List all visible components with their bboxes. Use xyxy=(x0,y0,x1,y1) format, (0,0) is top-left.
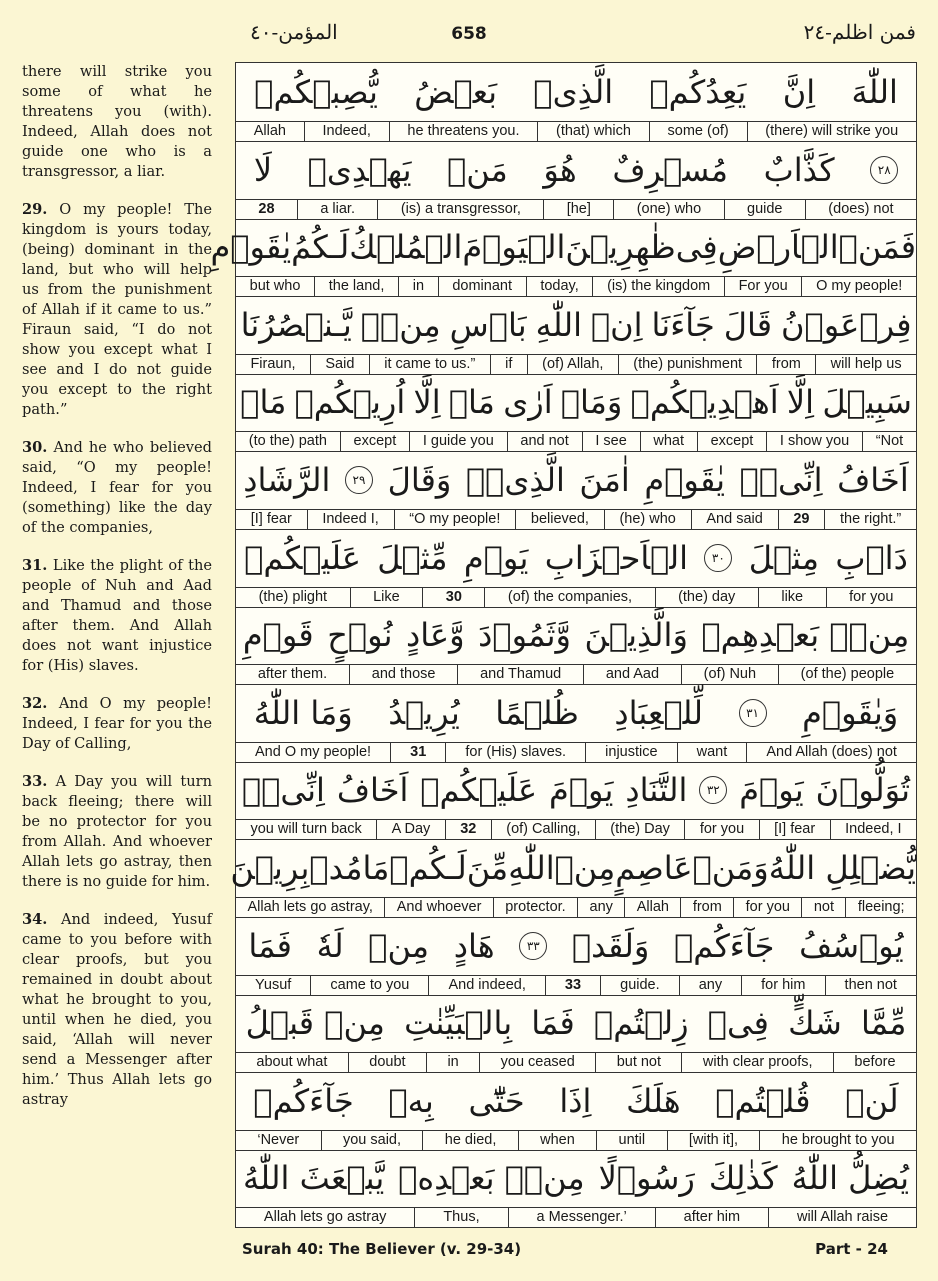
gloss-cell: if xyxy=(490,355,527,374)
arabic-word: مَاۤ xyxy=(448,383,495,422)
english-gloss-row xyxy=(236,354,916,374)
verse-number: 31. xyxy=(22,557,48,574)
gloss-cell: And Allah (does) not xyxy=(746,743,916,762)
arabic-word: اَهۡدِيۡكُمۡ xyxy=(630,383,779,422)
mushaf-line xyxy=(236,1149,916,1227)
arabic-text-row xyxy=(236,994,916,1052)
arabic-word: لِّلۡعِبَادِ xyxy=(614,693,703,732)
arabic-word: حَتّٰٓى xyxy=(468,1081,525,1120)
gloss-cell: (of) the companies, xyxy=(484,588,654,607)
arabic-text-row xyxy=(236,373,916,431)
english-gloss-row xyxy=(236,199,916,219)
verse-end-marker: ٣٠ xyxy=(704,544,732,572)
verse-text: A Day you will turn back fleeing; there will be no protector for you from Allah. And whoever Allah lets go astray, then there is no guide for him. xyxy=(22,773,212,890)
verse-end-marker: ٣١ xyxy=(739,699,767,727)
gloss-cell: A Day xyxy=(376,820,445,839)
arabic-word: قَالَ xyxy=(723,305,773,344)
gloss-cell: except xyxy=(697,432,766,451)
arabic-word: سَبِيۡلَ xyxy=(822,383,912,422)
gloss-cell: (there) will strike you xyxy=(747,122,916,141)
verse-number: 30. xyxy=(22,439,48,456)
arabic-word: قُلۡتُمۡ xyxy=(715,1081,811,1120)
footer-part-number: Part - 24 xyxy=(815,1240,888,1258)
gloss-cell: (of) Allah, xyxy=(527,355,618,374)
mushaf-line xyxy=(236,994,916,1073)
mushaf-line xyxy=(236,141,916,220)
verse-number: 34. xyxy=(22,911,48,928)
arabic-word: يَوۡمَ xyxy=(739,771,804,810)
arabic-word: الۡاَحۡزَابِ xyxy=(544,538,688,577)
arabic-word: مِنۡۢ بَعۡدِهٖ xyxy=(398,1159,585,1198)
verse-number-cell: 28 xyxy=(258,200,275,217)
mushaf-line xyxy=(236,529,916,608)
english-gloss-row xyxy=(236,431,916,451)
arabic-text-row xyxy=(236,761,916,819)
gloss-cell: with clear proofs, xyxy=(681,1053,833,1072)
gloss-cell: I guide you xyxy=(409,432,507,451)
english-gloss-row xyxy=(236,742,916,762)
arabic-word: مِنۡۢ بَعۡدِهِمۡ xyxy=(701,616,910,655)
arabic-word: يٰقَوۡمِ xyxy=(210,228,292,267)
gloss-cell: (of) Nuh xyxy=(681,665,778,684)
verse-text: there will strike you some of what he threatens you (with). Indeed, Allah does not guide one who is a transgressor, a liar. xyxy=(22,63,212,180)
gloss-cell: injustice xyxy=(585,743,676,762)
gloss-cell: not xyxy=(801,898,845,917)
gloss-cell: Thus, xyxy=(414,1208,507,1227)
arabic-word: اٰمَنَ xyxy=(579,461,630,499)
arabic-word: ظٰهِرِيۡنَ xyxy=(565,228,676,267)
arabic-word: اَرٰى xyxy=(503,383,553,422)
arabic-word: اَخَافُ xyxy=(837,461,909,499)
arabic-text-row xyxy=(236,63,916,121)
gloss-cell: protector. xyxy=(493,898,577,917)
translation-verse xyxy=(22,556,212,676)
mushaf-line xyxy=(236,761,916,840)
verse-number-cell: 33 xyxy=(545,976,600,995)
arabic-word: اِنَّ xyxy=(782,73,816,111)
gloss-cell: I show you xyxy=(766,432,862,451)
arabic-word: بَاۡسِ xyxy=(449,305,527,344)
arabic-word: مَا xyxy=(362,849,390,887)
arabic-word: زِلۡتُمۡ xyxy=(594,1004,689,1043)
gloss-cell: some (of) xyxy=(649,122,747,141)
mushaf-line xyxy=(236,63,916,142)
arabic-word: بِهٖ xyxy=(388,1081,434,1120)
footer-surah-info: Surah 40: The Believer (v. 29-34) xyxy=(242,1240,522,1258)
english-gloss-row xyxy=(236,1207,916,1227)
arabic-word: الرَّشَادِ xyxy=(243,461,331,499)
gloss-cell: you will turn back xyxy=(250,821,362,838)
arabic-word: اِلَّا xyxy=(413,383,441,422)
arabic-text-row xyxy=(236,296,916,354)
page-footer xyxy=(0,1240,938,1264)
arabic-word: التَّنَادِ xyxy=(625,771,688,810)
gloss-cell: for (His) slaves. xyxy=(445,743,585,762)
mushaf-line xyxy=(236,296,916,375)
arabic-word: مُسۡرِفٌ xyxy=(612,150,729,189)
gloss-cell: Allah lets go astray xyxy=(263,1209,387,1226)
arabic-word: بِالۡبَيِّنٰتِ xyxy=(404,1004,513,1043)
arabic-word: دَاۡبِ xyxy=(835,538,908,577)
surah-name-arabic: المؤمن-٤٠ xyxy=(250,20,338,44)
english-gloss-row xyxy=(236,587,916,607)
arabic-word: يُرِيۡدُ xyxy=(388,693,460,732)
gloss-cell: he died, xyxy=(422,1131,517,1150)
arabic-word: فَمَا xyxy=(531,1004,575,1043)
arabic-text-row xyxy=(236,141,916,199)
arabic-word: يَوۡمِ xyxy=(463,538,529,577)
gloss-cell: Indeed, I xyxy=(830,820,916,839)
arabic-word: اِلَّا xyxy=(786,383,815,422)
arabic-word: مُدۡبِرِيۡنَ xyxy=(230,849,363,887)
arabic-word: رَسُوۡلًا xyxy=(598,1159,695,1198)
translation-verse xyxy=(22,694,212,754)
arabic-word: كَذَّابٌ xyxy=(763,150,835,189)
arabic-text-row xyxy=(236,1072,916,1130)
gloss-cell: And whoever xyxy=(384,898,492,917)
verse-number-cell: 31 xyxy=(390,743,445,762)
word-by-word-grid xyxy=(210,62,917,1228)
gloss-cell: what xyxy=(640,432,697,451)
arabic-word: يَعِدُكُمۡ xyxy=(649,73,747,111)
gloss-cell: O my people! xyxy=(801,277,916,296)
arabic-word: عَاصِمٍ xyxy=(615,849,693,887)
verse-number: 32. xyxy=(22,695,48,712)
gloss-cell: and those xyxy=(349,665,457,684)
gloss-cell: (the) punishment xyxy=(618,355,757,374)
arabic-word: فَمَنۡ xyxy=(838,228,916,267)
gloss-cell: (the) Day xyxy=(595,820,685,839)
page-number: 658 xyxy=(451,24,487,44)
gloss-cell: he brought to you xyxy=(759,1131,916,1150)
arabic-word: تُوَلُّوۡنَ xyxy=(815,771,911,810)
arabic-word: يَهۡدِىۡ xyxy=(307,150,412,189)
gloss-cell: after him xyxy=(655,1208,768,1227)
gloss-cell: fleeing; xyxy=(845,898,916,917)
verse-number: 29. xyxy=(22,201,48,218)
arabic-word: مِنۡۢ xyxy=(360,305,441,344)
juz-name-arabic: فمن اظلم-٢٤ xyxy=(803,20,916,44)
gloss-cell: [I] fear xyxy=(759,820,830,839)
gloss-cell: [he] xyxy=(543,200,613,219)
translation-verse xyxy=(22,910,212,1110)
arabic-word: اللّٰهِ xyxy=(508,849,555,887)
arabic-word: مِّنَ xyxy=(466,849,509,887)
arabic-word: ظُلۡمًا xyxy=(495,693,579,732)
arabic-text-row xyxy=(236,917,916,975)
english-gloss-row xyxy=(236,897,916,917)
arabic-text-row xyxy=(236,451,916,509)
arabic-word: يَوۡمَ xyxy=(549,771,614,810)
arabic-word: جَآءَنَا xyxy=(651,305,715,344)
english-gloss-row xyxy=(236,975,916,995)
arabic-text-row xyxy=(236,684,916,742)
arabic-word: هَلَكَ xyxy=(626,1081,681,1120)
verse-end-marker: ٣٢ xyxy=(699,776,727,804)
gloss-cell: the right.” xyxy=(824,510,916,529)
gloss-cell: believed, xyxy=(515,510,604,529)
gloss-cell: Indeed, xyxy=(304,122,389,141)
arabic-word: شَكٍّ xyxy=(788,1004,842,1043)
mushaf-line xyxy=(236,1072,916,1151)
arabic-word: جَآءَكُمۡ xyxy=(253,1081,354,1120)
english-gloss-row xyxy=(236,1052,916,1072)
arabic-word: يُوۡسُفُ xyxy=(799,926,904,965)
arabic-word: اِذَا xyxy=(559,1081,592,1120)
gloss-cell: (one) who xyxy=(613,200,723,219)
verse-text: O my people! The kingdom is yours today, (being) dominant in the land, but who will help us from the punishment of Allah if it came to us.” Firaun said, “I do not show you except what I see and I do not guide you except to the right path.” xyxy=(22,201,213,418)
gloss-cell: want xyxy=(677,743,747,762)
gloss-cell: you ceased xyxy=(479,1053,595,1072)
mushaf-line xyxy=(236,684,916,763)
gloss-cell: the land, xyxy=(314,277,398,296)
gloss-cell: like xyxy=(758,588,826,607)
mushaf-line xyxy=(236,451,916,530)
gloss-cell: Allah lets go astray, xyxy=(247,899,373,915)
arabic-word: اللّٰهِ xyxy=(535,305,582,344)
english-gloss-row xyxy=(236,819,916,839)
arabic-word: لَا xyxy=(253,150,273,189)
arabic-word: بَعۡضُ xyxy=(414,73,498,111)
gloss-cell: Allah xyxy=(253,123,286,139)
arabic-word: اَخَافُ xyxy=(336,771,409,810)
arabic-word: وَقَالَ xyxy=(387,461,452,499)
translation-verse xyxy=(22,200,212,420)
verse-number-cell: 29 xyxy=(778,510,825,529)
english-gloss-row xyxy=(236,1130,916,1150)
gloss-cell: [I] fear xyxy=(250,511,292,527)
arabic-word: اِنِّىۡۤ xyxy=(739,461,823,499)
arabic-word: مِثۡلَ xyxy=(748,538,819,577)
page-header xyxy=(0,0,938,60)
gloss-cell: then not xyxy=(825,976,916,995)
arabic-word: اُرِيۡكُمۡ xyxy=(294,383,406,422)
arabic-word: مِنۡ قَبۡلُ xyxy=(245,1004,385,1043)
gloss-cell: (that) which xyxy=(537,122,648,141)
gloss-cell: before xyxy=(833,1053,916,1072)
verse-number-cell: 30 xyxy=(422,588,484,607)
verse-end-marker: ٢٩ xyxy=(345,466,373,494)
verse-end-marker: ٢٨ xyxy=(870,156,898,184)
gloss-cell: and not xyxy=(507,432,582,451)
verse-number: 33. xyxy=(22,773,48,790)
mushaf-line xyxy=(236,917,916,996)
arabic-word: يَّـنۡصُرُنَا xyxy=(240,305,352,344)
gloss-cell: Yusuf xyxy=(255,976,292,993)
gloss-cell: I see xyxy=(582,432,640,451)
gloss-cell: for him xyxy=(741,976,824,995)
english-gloss-row xyxy=(236,664,916,684)
arabic-word: الَّذِىۡۤ xyxy=(465,461,565,499)
arabic-word: لَنۡ xyxy=(845,1081,899,1120)
gloss-cell: Allah xyxy=(624,898,680,917)
arabic-word: الۡاَرۡضِ xyxy=(717,228,839,267)
mushaf-line xyxy=(230,839,916,918)
arabic-text-row xyxy=(236,529,916,587)
gloss-cell: And said xyxy=(691,510,778,529)
gloss-cell: any xyxy=(577,898,624,917)
arabic-word: مِّمَّا xyxy=(861,1004,907,1043)
gloss-cell: except xyxy=(340,432,409,451)
gloss-cell: a Messenger.’ xyxy=(508,1208,655,1227)
arabic-word: يُّصِبۡكُمۡ xyxy=(254,73,378,111)
arabic-word: يَّبۡعَثَ اللّٰهُ xyxy=(243,1159,385,1198)
gloss-cell: And O my people! xyxy=(255,743,372,760)
arabic-word: الَّذِىۡ xyxy=(533,73,614,111)
arabic-word: لَـكُمۡ xyxy=(389,849,467,887)
arabic-word: فَمَا xyxy=(248,926,292,965)
gloss-cell: (to the) path xyxy=(248,433,327,450)
gloss-cell: (of the) people xyxy=(778,665,916,684)
gloss-cell: For you xyxy=(724,277,802,296)
gloss-cell: (is) a transgressor, xyxy=(377,200,543,219)
arabic-word: وَّثَمُوۡدَ xyxy=(478,616,571,655)
gloss-cell: Indeed I, xyxy=(307,510,394,529)
arabic-word: مَنۡ xyxy=(447,150,508,189)
arabic-text-row xyxy=(210,218,916,276)
gloss-cell: dominant xyxy=(438,277,526,296)
gloss-cell: guide. xyxy=(600,976,679,995)
gloss-cell: until xyxy=(596,1131,666,1150)
arabic-word: وَيٰقَوۡمِ xyxy=(802,693,899,732)
gloss-cell: and Thamud xyxy=(457,665,583,684)
gloss-cell: but not xyxy=(595,1053,681,1072)
mushaf-line xyxy=(236,606,916,685)
english-gloss-row xyxy=(236,276,916,296)
arabic-word: وَمَاۤ xyxy=(560,383,623,422)
arabic-word: الۡمُلۡكُ xyxy=(349,228,463,267)
gloss-cell: will help us xyxy=(815,355,916,374)
arabic-word: هَادٍ xyxy=(453,926,495,965)
gloss-cell: in xyxy=(426,1053,479,1072)
gloss-cell: about what xyxy=(256,1054,328,1071)
gloss-cell: “Not xyxy=(862,432,916,451)
arabic-word: وَمَا اللّٰهُ xyxy=(253,693,353,732)
arabic-word: مِنۡ xyxy=(368,926,429,965)
gloss-cell: after them. xyxy=(257,666,328,683)
gloss-cell: (the) day xyxy=(655,588,758,607)
gloss-cell: Firaun, xyxy=(250,355,296,372)
verse-text: And he who believed said, “O my people! Indeed, I fear for you (something) like the day of the companies, xyxy=(22,439,212,536)
gloss-cell: it came to us.” xyxy=(369,355,490,374)
arabic-word: نُوۡحٍ xyxy=(327,616,393,655)
verse-text: Like the plight of the people of Nuh and Aad and Thamud and those after them. And Allah does not want injustice for (His) slaves. xyxy=(22,557,212,674)
translation-verse xyxy=(22,438,212,538)
gloss-cell: any xyxy=(679,976,741,995)
arabic-word: وَّعَادٍ xyxy=(406,616,465,655)
arabic-word: جَآءَكُمۡ xyxy=(674,926,775,965)
gloss-cell: for you xyxy=(684,820,758,839)
gloss-cell: a liar. xyxy=(297,200,377,219)
gloss-cell: when xyxy=(518,1131,596,1150)
translation-verse xyxy=(22,772,212,892)
gloss-cell: “O my people! xyxy=(394,510,516,529)
gloss-cell: (of) Calling, xyxy=(491,820,595,839)
arabic-word: يٰقَوۡمِ xyxy=(644,461,726,499)
translation-column xyxy=(22,62,212,1128)
mushaf-line xyxy=(210,218,916,297)
arabic-word: فِرۡعَوۡنُ xyxy=(781,305,912,344)
gloss-cell: came to you xyxy=(310,976,428,995)
verse-text: And indeed, Yusuf came to you before with clear proofs, but you remained in doubt about what he brought to you, until when he died, you said, ‘Allah will never send a Messenger after him.’ Thus Allah lets go astray xyxy=(22,911,213,1108)
gloss-cell: from xyxy=(680,898,733,917)
english-gloss-row xyxy=(236,509,916,529)
arabic-word: وَالَّذِيۡنَ xyxy=(584,616,688,655)
verse-text: And O my people! Indeed, I fear for you the Day of Calling, xyxy=(22,695,212,752)
arabic-word: عَلَيۡكُمۡ xyxy=(420,771,538,810)
gloss-cell: today, xyxy=(526,277,593,296)
english-gloss-row xyxy=(236,121,916,141)
gloss-cell: for you xyxy=(826,588,916,607)
gloss-cell: And indeed, xyxy=(428,976,544,995)
gloss-cell: you said, xyxy=(321,1131,423,1150)
gloss-cell: guide xyxy=(724,200,805,219)
gloss-cell: in xyxy=(398,277,438,296)
gloss-cell: (he) who xyxy=(604,510,691,529)
mushaf-line xyxy=(236,373,916,452)
arabic-word: لَـكُمُ xyxy=(291,228,350,267)
gloss-cell: for you xyxy=(733,898,801,917)
gloss-cell: (does) not xyxy=(805,200,916,219)
arabic-word: فِىۡ xyxy=(707,1004,769,1043)
verse-end-marker: ٣٣ xyxy=(519,932,547,960)
gloss-cell: but who xyxy=(249,278,301,295)
gloss-cell: from xyxy=(756,355,815,374)
arabic-word: كَذٰلِكَ xyxy=(708,1159,778,1198)
arabic-word: اِنۡ xyxy=(590,305,643,344)
gloss-cell: will Allah raise xyxy=(768,1208,916,1227)
arabic-text-row xyxy=(230,839,916,897)
arabic-word: مِنۡ xyxy=(554,849,616,887)
arabic-word: وَمَنۡ xyxy=(692,849,769,887)
arabic-word: لَهٗ xyxy=(316,926,344,965)
gloss-cell: (the) plight xyxy=(258,588,328,605)
arabic-word: اللّٰهَ xyxy=(851,73,898,111)
arabic-word: عَلَيۡكُمۡ xyxy=(244,538,361,577)
gloss-cell: doubt xyxy=(348,1053,426,1072)
arabic-word: الۡيَوۡمَ xyxy=(462,228,566,267)
gloss-cell: Said xyxy=(310,355,369,374)
arabic-text-row xyxy=(236,1149,916,1207)
arabic-word: يُّضۡلِلِ اللّٰهُ xyxy=(768,849,916,887)
arabic-word: يُضِلُّ اللّٰهُ xyxy=(791,1159,910,1198)
arabic-word: مِّثۡلَ xyxy=(377,538,448,577)
arabic-word: فِى xyxy=(675,228,718,267)
arabic-word: قَوۡمِ xyxy=(242,616,314,655)
verse-number-cell: 32 xyxy=(445,820,491,839)
arabic-text-row xyxy=(236,606,916,664)
gloss-cell: and Aad xyxy=(583,665,681,684)
gloss-cell: ‘Never xyxy=(257,1131,300,1148)
gloss-cell: Like xyxy=(350,588,423,607)
arabic-word: هُوَ xyxy=(543,150,577,189)
arabic-word: وَلَقَدۡ xyxy=(571,926,650,965)
arabic-word: اِنِّىۡۤ xyxy=(242,771,325,810)
translation-verse xyxy=(22,62,212,182)
arabic-word: مَاۤ xyxy=(240,383,287,422)
gloss-cell: [with it], xyxy=(667,1131,760,1150)
gloss-cell: he threatens you. xyxy=(389,122,538,141)
gloss-cell: (is) the kingdom xyxy=(592,277,723,296)
